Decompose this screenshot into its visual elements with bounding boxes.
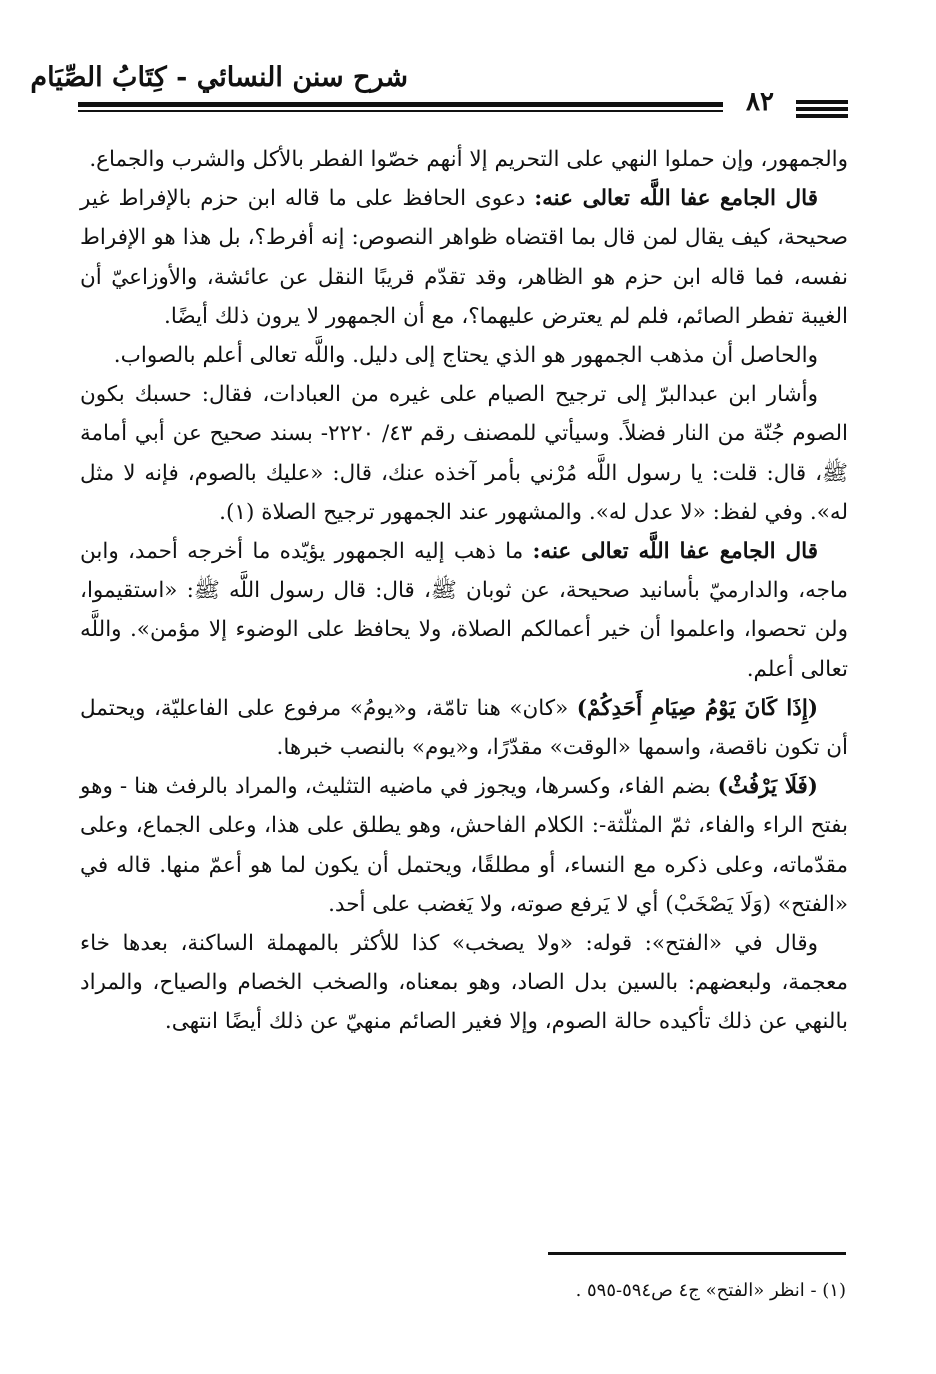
header-rule-thick <box>78 102 723 107</box>
paragraph-lead: (إِذَا كَانَ يَوْمُ صِيَامِ أَحَدِكُمْ) <box>576 695 818 721</box>
paragraph <box>80 375 848 532</box>
paragraph <box>80 179 848 336</box>
paragraph-text: دعوى الحافظ على ما قاله ابن حزم بالإفراط غير صحيحة، كيف يقال لمن قال بما اقتضاه ظواهر النصوص: إنه أفرط؟، بل هذا هو الإفراط نفسه، فما قاله ابن حزم هو الظاهر، وقد تقدّم قريبًا النقل عن عائشة، والأوزاعيّ أن الغيبة تفطر الصائم، فلم لم يعترض عليهما؟، مع أن الجمهور لا يرون ذلك أيضًا. <box>80 186 848 329</box>
header-rule-ornament <box>796 114 848 118</box>
paragraph-text: «كان» هنا تامّة، و«يومُ» مرفوع على الفاعليّة، ويحتمل أن تكون ناقصة، واسمها «الوقت» مقدّرًا، و«يوم» بالنصب خبرها. <box>80 695 848 761</box>
paragraph-text: بضم الفاء، وكسرها، ويجوز في ماضيه التثليث، والمراد بالرفث هنا - وهو بفتح الراء والفاء، ثمّ المثلّثة-: الكلام الفاحش، وهو يطلق على هذا، وعلى الجماع، وعلى مقدّماته، وعلى ذكره مع النساء، أو مطلقًا، ويحتمل أن يكون لما هو أعمّ منها. قاله في «الفتح» (وَلَا يَصْخَبْ) أي لا يَرفع صوته، ولا يَغضب على أحد. <box>80 774 848 917</box>
paragraph <box>80 532 848 689</box>
paragraph-lead: (فَلَا يَرْفُثْ) <box>717 774 818 800</box>
body-text <box>80 140 848 1042</box>
paragraph-lead: قال الجامع عفا اللَّه تعالى عنه: <box>532 539 818 565</box>
page-header <box>30 58 848 128</box>
paragraph-text: والحاصل أن مذهب الجمهور هو الذي يحتاج إلى دليل. واللَّه تعالى أعلم بالصواب. <box>113 343 818 369</box>
header-rule-ornament <box>796 107 848 111</box>
page-number: ٨٢ <box>746 87 774 117</box>
paragraph-lead: قال الجامع عفا اللَّه تعالى عنه: <box>534 186 818 212</box>
footnote: (١) - انظر «الفتح» ج٤ ص٥٩٤-٥٩٥ . <box>575 1280 846 1301</box>
header-rule-thin <box>78 110 723 112</box>
paragraph-text: وقال في «الفتح»: قوله: «ولا يصخب» كذا للأكثر بالمهملة الساكنة، بعدها خاء معجمة، ولبعضهم: بالسين بدل الصاد، وهو بمعناه، والصخب الخصام والصياح، والمراد بالنهي عن ذلك تأكيده حالة الصوم، وإلا فغير الصائم منهيّ عن ذلك أيضًا انتهى. <box>80 931 848 1035</box>
paragraph <box>80 140 848 179</box>
paragraph <box>80 689 848 767</box>
paragraph-text: والجمهور، وإن حملوا النهي على التحريم إلا أنهم خصّوا الفطر بالأكل والشرب والجماع. <box>89 147 848 172</box>
paragraph <box>80 336 848 375</box>
header-rule-ornament <box>796 100 848 104</box>
paragraph-text: ما ذهب إليه الجمهور يؤيّده ما أخرجه أحمد، وابن ماجه، والدارميّ بأسانيد صحيحة، عن ثوبان ﷺ، قال: قال رسول اللَّه ﷺ: «استقيموا، ولن تحصوا، واعلموا أن خير أعمالكم الصلاة، ولا يحافظ على الوضوء إلا مؤمن». واللَّه تعالى أعلم. <box>80 539 848 682</box>
paragraph <box>80 924 848 1042</box>
paragraph-text: وأشار ابن عبدالبرّ إلى ترجيح الصيام على غيره من العبادات، فقال: حسبك بكون الصوم جُنّة من النار فضلاً. وسيأتي للمصنف رقم ٤٣/ ٢٢٢٠- بسند صحيح عن أبي أمامة ﷺ، قال: قلت: يا رسول اللَّه مُرْني بأمر آخذه عنك، قال: «عليك بالصوم، فإنه لا مثل له». وفي لفظ: «لا عدل له». والمشهور عند الجمهور ترجيح الصلاة (١). <box>80 382 849 525</box>
footnote-rule <box>548 1252 846 1255</box>
running-title: شرح سنن النسائي - كِتَابُ الصِّيَام <box>30 62 408 93</box>
paragraph <box>80 767 848 924</box>
